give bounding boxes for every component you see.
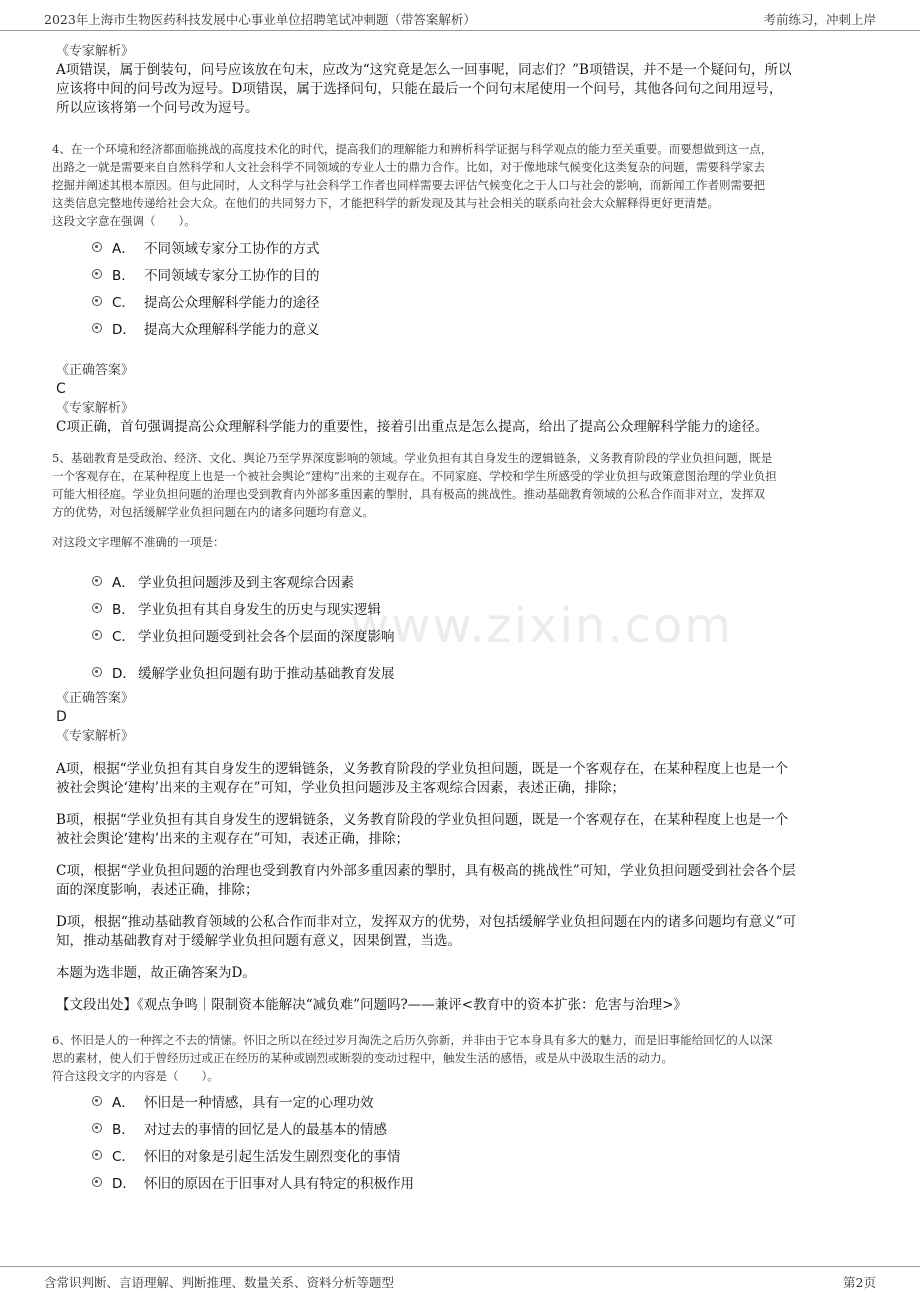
- option-c[interactable]: [52, 621, 868, 648]
- option-letter: C．: [112, 295, 135, 311]
- radio-icon[interactable]: [92, 603, 102, 613]
- explain-line: B项，根据“学业负担有其自身发生的逻辑链条，义务教育阶段的学业负担问题，既是一个客观存在，在某种程度上也是一个: [56, 812, 789, 828]
- question-4: [52, 140, 868, 437]
- option-text: 对过去的事情的回忆是人的最基本的情感: [144, 1122, 387, 1138]
- option-text: 怀旧的原因在于旧事对人具有特定的积极作用: [144, 1176, 414, 1192]
- option-d[interactable]: [52, 1168, 868, 1195]
- explain-line: 被社会舆论‘建构’出来的主观存在”可知，学业负担问题涉及主客观综合因素，表述正确，排除；: [56, 780, 625, 796]
- explain-line: 被社会舆论‘建构’出来的主观存在”可知，表述正确，排除；: [56, 831, 409, 847]
- question-prompt: 符合这段文字的内容是（ ）。: [52, 1069, 219, 1083]
- correct-answer-label: 《正确答案》: [56, 691, 135, 706]
- option-a[interactable]: [52, 1087, 868, 1114]
- question-stem-line: 可能大相径庭。学业负担问题的治理也受到教育内外部多重因素的掣肘，具有极高的挑战性。推动基础教育领域的公私合作而非对立，发挥双: [52, 487, 765, 501]
- option-letter: D．: [112, 666, 136, 682]
- explain-paragraph: [56, 913, 868, 951]
- question-6: [52, 1031, 868, 1195]
- radio-icon[interactable]: [92, 1123, 102, 1133]
- option-letter: B．: [112, 268, 135, 284]
- option-text: 提高大众理解科学能力的意义: [144, 322, 320, 338]
- radio-icon[interactable]: [92, 323, 102, 333]
- page-footer: [0, 1266, 920, 1303]
- option-text: 学业负担问题涉及到主客观综合因素: [138, 575, 354, 591]
- prev-explanation: [56, 42, 868, 118]
- option-c[interactable]: [52, 287, 868, 314]
- question-stem-line: 4、在一个环境和经济都面临挑战的高度技术化的时代，提高我们的理解能力和辨析科学证据与科学观点的能力至关重要。而要想做到这一点，: [52, 142, 773, 156]
- header-slogan: 考前练习，冲刺上岸: [763, 12, 876, 27]
- option-letter: B．: [112, 602, 135, 618]
- option-text: 不同领域专家分工协作的目的: [144, 268, 320, 284]
- footer-note: 含常识判断、言语理解、判断推理、数量关系、资料分析等题型: [44, 1275, 395, 1290]
- radio-icon[interactable]: [92, 667, 102, 677]
- expert-analysis-label: 《专家解析》: [56, 729, 135, 744]
- question-stem-line: 思的素材，使人们于曾经历过或正在经历的某种或剧烈或断裂的变动过程中，触发生活的感悟，或是从中汲取生活的动力。: [52, 1051, 673, 1065]
- expert-analysis-label: 《专家解析》: [56, 401, 135, 416]
- option-d[interactable]: [52, 658, 868, 685]
- option-list: [52, 567, 868, 685]
- explain-line: 本题为选非题，故正确答案为D。: [56, 965, 256, 981]
- explain-line: 所以应该将第一个问号改为逗号。: [56, 100, 259, 116]
- question-stem-line: 一个客观存在，在某种程度上也是一个被社会舆论“建构”出来的主观存在。不同家庭、学校和学生所感受的学业负担与政策意图治理的学业负担: [52, 469, 777, 483]
- question-stem-line: 5、基础教育是受政治、经济、文化、舆论乃至学界深度影响的领域。学业负担有其自身发生的逻辑链条，义务教育阶段的学业负担问题，既是: [52, 451, 773, 465]
- option-a[interactable]: [52, 233, 868, 260]
- page-header: [0, 0, 920, 31]
- radio-icon[interactable]: [92, 1177, 102, 1187]
- option-text: 学业负担问题受到社会各个层面的深度影响: [138, 629, 395, 645]
- explain-paragraph: [56, 862, 868, 900]
- page-content: [52, 42, 868, 1195]
- correct-answer: C: [56, 381, 66, 397]
- option-b[interactable]: [52, 594, 868, 621]
- option-letter: B．: [112, 1122, 135, 1138]
- option-list: [52, 233, 868, 341]
- option-b[interactable]: [52, 1114, 868, 1141]
- question-stem-line: 方的优势，对包括缓解学业负担问题在内的诸多问题均有意义。: [52, 505, 374, 519]
- question-5: [52, 449, 868, 1015]
- question-stem-line: 出路之一就是需要来自自然科学和人文社会科学不同领域的专业人士的鼎力合作。比如，对于像地球气候变化这类复杂的问题，需要科学家去: [52, 160, 765, 174]
- explain-line: A项，根据“学业负担有其自身发生的逻辑链条，义务教育阶段的学业负担问题，既是一个客观存在，在某种程度上也是一个: [56, 761, 789, 777]
- option-b[interactable]: [52, 260, 868, 287]
- radio-icon[interactable]: [92, 242, 102, 252]
- explain-paragraph: [56, 964, 868, 983]
- explain-line: 面的深度影响，表述正确，排除；: [56, 882, 259, 898]
- radio-icon[interactable]: [92, 1150, 102, 1160]
- explain-line: C项正确，首句强调提高公众理解科学能力的重要性，接着引出重点是怎么提高，给出了提高公众理解科学能力的途径。: [56, 419, 769, 435]
- option-text: 怀旧的对象是引起生活发生剧烈变化的事情: [144, 1149, 401, 1165]
- radio-icon[interactable]: [92, 630, 102, 640]
- option-text: 怀旧是一种情感，具有一定的心理功效: [144, 1095, 374, 1111]
- option-text: 缓解学业负担问题有助于推动基础教育发展: [138, 666, 395, 682]
- answer-block: [56, 689, 868, 1015]
- option-c[interactable]: [52, 1141, 868, 1168]
- option-text: 提高公众理解科学能力的途径: [144, 295, 320, 311]
- option-letter: A．: [112, 1095, 135, 1111]
- question-stem-line: 这类信息完整地传递给社会大众。在他们的共同努力下，才能把科学的新发现及其与社会相关的联系向社会大众解释得更好更清楚。: [52, 196, 719, 210]
- text-source: 【文段出处】《观点争鸣｜限制资本能解决“减负难”问题吗?——兼评<教育中的资本扩张：危害与治理>》: [56, 997, 687, 1013]
- correct-answer-label: 《正确答案》: [56, 363, 135, 378]
- option-d[interactable]: [52, 314, 868, 341]
- radio-icon[interactable]: [92, 269, 102, 279]
- expert-analysis-label: 《专家解析》: [56, 44, 135, 59]
- option-letter: C．: [112, 629, 135, 645]
- explain-paragraph: [56, 760, 868, 798]
- option-list: [52, 1087, 868, 1195]
- radio-icon[interactable]: [92, 1096, 102, 1106]
- header-title: 2023年上海市生物医药科技发展中心事业单位招聘笔试冲刺题（带答案解析）: [44, 12, 476, 27]
- radio-icon[interactable]: [92, 296, 102, 306]
- explain-line: A项错误，属于倒装句，问号应该放在句末，应改为“这究竟是怎么一回事呢，同志们？”B项错误，并不是一个疑问句，所以: [56, 62, 792, 78]
- option-letter: A．: [112, 575, 135, 591]
- answer-block: [56, 361, 868, 437]
- explain-line: C项，根据“学业负担问题的治理也受到教育内外部多重因素的掣肘，具有极高的挑战性”可知，学业负担问题受到社会各个层: [56, 863, 796, 879]
- option-letter: D．: [112, 1176, 136, 1192]
- option-letter: C．: [112, 1149, 135, 1165]
- question-stem-line: 6、怀旧是人的一种挥之不去的情愫。怀旧之所以在经过岁月淘洗之后历久弥新，并非由于它本身具有多大的魅力，而是旧事能给回忆的人以深: [52, 1033, 773, 1047]
- option-a[interactable]: [52, 567, 868, 594]
- option-text: 学业负担有其自身发生的历史与现实逻辑: [138, 602, 381, 618]
- explain-line: D项，根据“推动基础教育领域的公私合作而非对立，发挥双方的优势，对包括缓解学业负担问题在内的诸多问题均有意义”可: [56, 914, 797, 930]
- explain-line: 知，推动基础教育对于缓解学业负担问题有意义，因果倒置，当选。: [56, 933, 461, 949]
- explain-paragraph: [56, 811, 868, 849]
- correct-answer: D: [56, 709, 67, 725]
- watermark: www.zixin.com: [350, 598, 734, 654]
- page-number: 第2页: [843, 1275, 876, 1290]
- explain-line: 应该将中间的问号改为逗号。D项错误，属于选择问句，只能在最后一个问句末尾使用一个问号，其他各问句之间用逗号，: [56, 81, 783, 97]
- question-prompt: 这段文字意在强调（ ）。: [52, 214, 196, 228]
- option-letter: D．: [112, 322, 136, 338]
- question-stem-line: 挖掘并阐述其根本原因。但与此同时，人文科学与社会科学工作者也同样需要去评估气候变化之于人口与社会的影响，而新闻工作者则需要把: [52, 178, 765, 192]
- radio-icon[interactable]: [92, 576, 102, 586]
- question-prompt: 对这段文字理解不准确的一项是：: [52, 535, 225, 549]
- option-text: 不同领域专家分工协作的方式: [144, 241, 320, 257]
- option-letter: A．: [112, 241, 135, 257]
